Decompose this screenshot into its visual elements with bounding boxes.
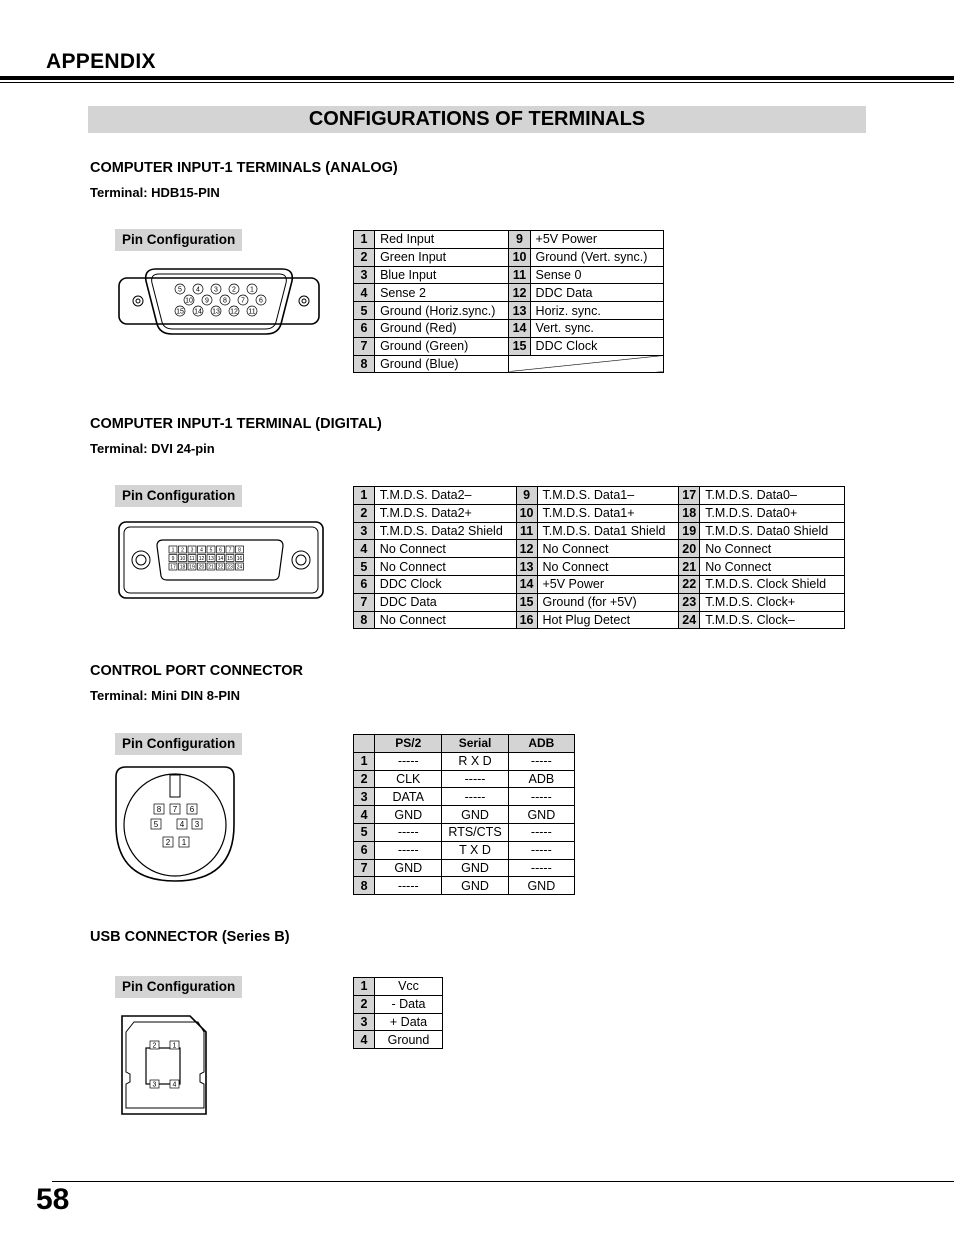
pin-signal: CLK	[375, 770, 442, 788]
pin-signal: DDC Data	[530, 284, 663, 302]
pin-signal: +5V Power	[537, 575, 679, 593]
pin-number-label: 10	[185, 297, 193, 305]
pin-signal: Ground (Red)	[375, 319, 509, 337]
section-heading: APPENDIX	[46, 50, 156, 73]
pin-number: 1	[354, 978, 375, 996]
pin-signal: -----	[508, 788, 574, 806]
pin-signal: -----	[375, 823, 442, 841]
header-blank	[354, 735, 375, 753]
pin-signal: GND	[508, 877, 574, 895]
table-row	[354, 266, 664, 284]
pin-number-label: 3	[190, 547, 194, 554]
pin-number: 10	[516, 504, 537, 522]
digital-pin-table	[353, 486, 845, 629]
pin-number: 3	[354, 788, 375, 806]
pin-number: 13	[509, 302, 530, 320]
footer-rule	[52, 1181, 954, 1182]
table-row	[354, 823, 575, 841]
pin-signal: -----	[508, 823, 574, 841]
pin-number: 20	[679, 540, 700, 558]
pin-signal: Vert. sync.	[530, 319, 663, 337]
pin-signal: DATA	[375, 788, 442, 806]
pin-number: 12	[509, 284, 530, 302]
pin-number-label: 20	[198, 564, 205, 571]
table-row	[354, 355, 664, 373]
dvi-connector-diagram	[117, 520, 326, 600]
control-heading: CONTROL PORT CONNECTOR	[90, 663, 303, 679]
pin-number-label: 6	[259, 297, 263, 305]
pin-number-label: 1	[250, 286, 254, 294]
pin-number: 2	[354, 995, 375, 1013]
pin-signal: R X D	[442, 752, 508, 770]
pin-signal: GND	[375, 806, 442, 824]
table-row	[354, 1031, 443, 1049]
pin-signal: T.M.D.S. Clock+	[700, 593, 845, 611]
pin-signal: - Data	[375, 995, 443, 1013]
pin-number: 11	[516, 522, 537, 540]
pin-number-label: 23	[227, 564, 233, 571]
pin-signal: T.M.D.S. Data2–	[374, 487, 516, 505]
pin-number-label: 2	[181, 547, 184, 554]
table-row	[354, 522, 845, 540]
pin-number-label: 22	[217, 564, 224, 571]
pin-signal: DDC Data	[374, 593, 516, 611]
pin-number-label: 1	[172, 1042, 177, 1050]
pin-signal: Ground (Blue)	[375, 355, 509, 373]
pin-number-label: 12	[198, 555, 205, 562]
pin-number: 22	[679, 575, 700, 593]
usb-pin-table	[353, 977, 443, 1049]
pin-signal: Ground	[375, 1031, 443, 1049]
pin-number: 16	[516, 611, 537, 629]
pin-number-label: 6	[219, 547, 222, 554]
pin-number-label: 4	[179, 819, 185, 829]
pin-number: 6	[354, 575, 375, 593]
pin-number: 24	[679, 611, 700, 629]
pin-number: 14	[516, 575, 537, 593]
pin-signal: GND	[442, 806, 508, 824]
pin-signal: Red Input	[375, 231, 509, 249]
pin-number: 18	[679, 504, 700, 522]
table-row	[354, 248, 664, 266]
pin-number: 14	[509, 319, 530, 337]
pin-signal: T.M.D.S. Data1–	[537, 487, 679, 505]
column-header: PS/2	[375, 735, 442, 753]
pin-number-label: 10	[179, 555, 186, 562]
pin-number: 15	[509, 337, 530, 355]
pin-number: 3	[354, 1013, 375, 1031]
table-row	[354, 770, 575, 788]
pin-number: 10	[509, 248, 530, 266]
pin-number-label: 19	[189, 564, 195, 571]
pin-signal: Ground (Green)	[375, 337, 509, 355]
table-row	[354, 752, 575, 770]
pin-signal: RTS/CTS	[442, 823, 508, 841]
analog-heading: COMPUTER INPUT-1 TERMINALS (ANALOG)	[90, 160, 398, 176]
table-row	[354, 806, 575, 824]
control-pin-table	[353, 734, 575, 895]
pin-signal: T.M.D.S. Data2 Shield	[374, 522, 516, 540]
pin-signal: -----	[375, 877, 442, 895]
pin-number: 4	[354, 540, 375, 558]
usb-b-connector-diagram	[120, 1014, 210, 1118]
pin-signal: -----	[442, 788, 508, 806]
pin-number: 7	[354, 593, 375, 611]
pin-signal: DDC Clock	[530, 337, 663, 355]
pin-signal: Sense 0	[530, 266, 663, 284]
pin-signal: Ground (for +5V)	[537, 593, 679, 611]
pin-signal: ADB	[508, 770, 574, 788]
pin-number: 13	[516, 558, 537, 576]
table-row	[354, 611, 845, 629]
pin-signal: No Connect	[700, 540, 845, 558]
pin-number-label: 2	[152, 1042, 157, 1050]
pin-signal: T.M.D.S. Data0+	[700, 504, 845, 522]
pin-number-label: 5	[153, 819, 159, 829]
usb-heading: USB CONNECTOR (Series B)	[90, 929, 290, 945]
pin-signal: T.M.D.S. Data0–	[700, 487, 845, 505]
pin-number: 5	[354, 558, 375, 576]
column-header: ADB	[508, 735, 574, 753]
pin-number-label: 4	[172, 1081, 177, 1089]
pin-number-label: 4	[196, 286, 200, 294]
pin-number-label: 2	[232, 286, 236, 294]
table-row	[354, 284, 664, 302]
pin-number-label: 5	[178, 286, 182, 294]
pin-number-label: 11	[248, 308, 256, 316]
pin-number: 8	[354, 877, 375, 895]
analog-terminal: Terminal: HDB15-PIN	[90, 185, 220, 200]
pin-signal: Green Input	[375, 248, 509, 266]
vga-connector-diagram	[116, 264, 322, 338]
empty-cell	[509, 355, 664, 373]
pin-number: 7	[354, 859, 375, 877]
pin-number: 7	[354, 337, 375, 355]
pin-number: 5	[354, 302, 375, 320]
page-number: 58	[36, 1183, 70, 1216]
pin-number: 19	[679, 522, 700, 540]
pin-signal: No Connect	[374, 558, 516, 576]
pin-number-label: 9	[205, 297, 209, 305]
pin-signal: T X D	[442, 841, 508, 859]
pin-signal: -----	[442, 770, 508, 788]
pin-number-label: 8	[223, 297, 227, 305]
pin-number: 23	[679, 593, 700, 611]
control-terminal: Terminal: Mini DIN 8-PIN	[90, 688, 240, 703]
pin-number-label: 7	[228, 547, 232, 554]
table-row	[354, 859, 575, 877]
table-row	[354, 978, 443, 996]
pin-number-label: 3	[194, 819, 200, 829]
pin-number: 4	[354, 806, 375, 824]
pin-number: 3	[354, 266, 375, 284]
pin-signal: Sense 2	[375, 284, 509, 302]
pin-number: 15	[516, 593, 537, 611]
table-row	[354, 504, 845, 522]
pin-signal: +5V Power	[530, 231, 663, 249]
table-row	[354, 593, 845, 611]
pin-number: 5	[354, 823, 375, 841]
pin-number: 8	[354, 355, 375, 373]
pin-number: 11	[509, 266, 530, 284]
pin-number-label: 16	[236, 555, 243, 562]
header-rule-thin	[0, 82, 954, 83]
pin-number-label: 14	[194, 308, 202, 316]
table-row	[354, 487, 845, 505]
digital-pin-config-label: Pin Configuration	[115, 485, 242, 507]
table-row	[354, 995, 443, 1013]
pin-number-label: 7	[241, 297, 245, 305]
pin-signal: DDC Clock	[374, 575, 516, 593]
page-title: CONFIGURATIONS OF TERMINALS	[88, 106, 866, 133]
pin-signal: Horiz. sync.	[530, 302, 663, 320]
pin-number-label: 11	[189, 555, 195, 562]
pin-number-label: 13	[212, 308, 220, 316]
pin-signal: -----	[508, 859, 574, 877]
pin-number-label: 8	[238, 547, 241, 554]
pin-number-label: 1	[171, 547, 175, 554]
pin-number: 8	[354, 611, 375, 629]
pin-number: 9	[516, 487, 537, 505]
pin-signal: T.M.D.S. Clock Shield	[700, 575, 845, 593]
pin-number-label: 24	[236, 564, 243, 571]
pin-number-label: 15	[227, 555, 233, 562]
control-pin-config-label: Pin Configuration	[115, 733, 242, 755]
analog-pin-table	[353, 230, 664, 373]
table-row	[354, 337, 664, 355]
pin-number-label: 13	[208, 555, 214, 562]
pin-number: 2	[354, 248, 375, 266]
pin-number-label: 3	[152, 1081, 157, 1089]
pin-number-label: 6	[189, 804, 195, 814]
usb-pin-config-label: Pin Configuration	[115, 976, 242, 998]
digital-terminal: Terminal: DVI 24-pin	[90, 441, 215, 456]
pin-number: 1	[354, 752, 375, 770]
table-row	[354, 877, 575, 895]
pin-number: 4	[354, 284, 375, 302]
analog-pin-config-label: Pin Configuration	[115, 229, 242, 251]
pin-number: 1	[354, 231, 375, 249]
pin-number: 6	[354, 841, 375, 859]
pin-number-label: 4	[200, 547, 203, 554]
table-row	[354, 231, 664, 249]
column-header: Serial	[442, 735, 508, 753]
pin-signal: T.M.D.S. Data2+	[374, 504, 516, 522]
pin-number-label: 17	[170, 564, 176, 571]
table-row	[354, 319, 664, 337]
pin-number-label: 21	[208, 564, 214, 571]
pin-signal: T.M.D.S. Clock–	[700, 611, 845, 629]
pin-signal: Hot Plug Detect	[537, 611, 679, 629]
pin-signal: T.M.D.S. Data1+	[537, 504, 679, 522]
pin-number-label: 1	[181, 837, 187, 847]
pin-signal: GND	[375, 859, 442, 877]
pin-number-label: 14	[217, 555, 224, 562]
table-row	[354, 1013, 443, 1031]
pin-signal: -----	[508, 752, 574, 770]
pin-number: 4	[354, 1031, 375, 1049]
table-row	[354, 841, 575, 859]
pin-signal: -----	[508, 841, 574, 859]
pin-signal: Ground (Horiz.sync.)	[375, 302, 509, 320]
pin-number-label: 9	[171, 555, 175, 562]
table-row	[354, 302, 664, 320]
table-row	[354, 575, 845, 593]
pin-number: 21	[679, 558, 700, 576]
pin-number-label: 18	[179, 564, 186, 571]
digital-heading: COMPUTER INPUT-1 TERMINAL (DIGITAL)	[90, 416, 382, 432]
pin-number-label: 8	[156, 804, 162, 814]
pin-number: 3	[354, 522, 375, 540]
table-row	[354, 558, 845, 576]
pin-signal: GND	[508, 806, 574, 824]
pin-number-label: 12	[230, 308, 238, 316]
pin-signal: GND	[442, 859, 508, 877]
table-row	[354, 540, 845, 558]
pin-number-label: 7	[172, 804, 178, 814]
pin-number: 9	[509, 231, 530, 249]
pin-signal: No Connect	[537, 540, 679, 558]
pin-signal: Blue Input	[375, 266, 509, 284]
table-row	[354, 788, 575, 806]
pin-signal: + Data	[375, 1013, 443, 1031]
mini-din-connector-diagram	[114, 765, 236, 883]
pin-number-label: 15	[176, 308, 184, 316]
pin-signal: T.M.D.S. Data0 Shield	[700, 522, 845, 540]
pin-signal: No Connect	[374, 540, 516, 558]
pin-signal: -----	[375, 752, 442, 770]
pin-signal: No Connect	[374, 611, 516, 629]
pin-signal: No Connect	[537, 558, 679, 576]
pin-signal: No Connect	[700, 558, 845, 576]
pin-number-label: 5	[209, 547, 213, 554]
pin-signal: GND	[442, 877, 508, 895]
pin-signal: Vcc	[375, 978, 443, 996]
pin-number: 12	[516, 540, 537, 558]
pin-number-label: 3	[214, 286, 218, 294]
pin-signal: -----	[375, 841, 442, 859]
pin-number: 1	[354, 487, 375, 505]
pin-number: 2	[354, 504, 375, 522]
pin-number: 17	[679, 487, 700, 505]
pin-number-label: 2	[165, 837, 171, 847]
header-rule	[0, 76, 954, 80]
pin-number: 2	[354, 770, 375, 788]
pin-signal: Ground (Vert. sync.)	[530, 248, 663, 266]
pin-signal: T.M.D.S. Data1 Shield	[537, 522, 679, 540]
pin-number: 6	[354, 319, 375, 337]
